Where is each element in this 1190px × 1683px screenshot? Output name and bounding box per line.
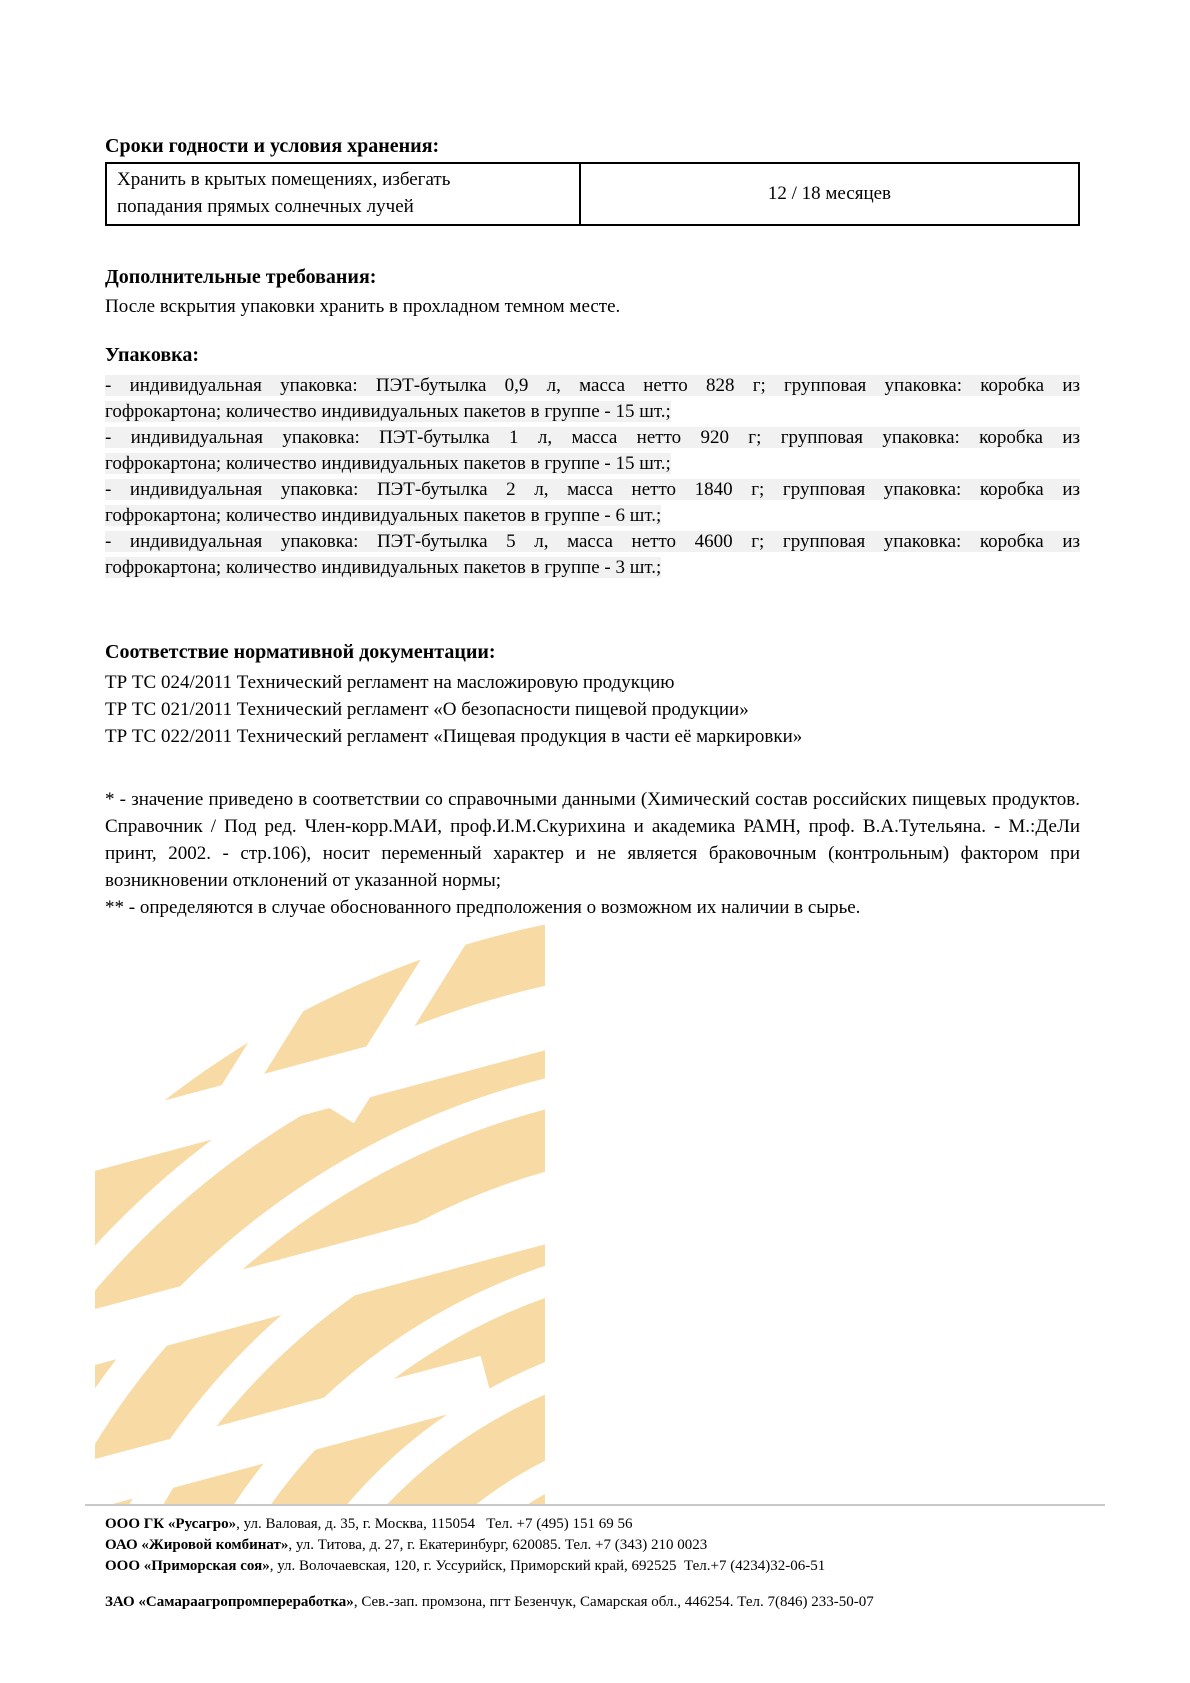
packaging-item-line: - индивидуальная упаковка: ПЭТ-бутылка 5 л, масса нетто 4600 г; групповая упаковка: коробка из	[105, 531, 1080, 552]
packaging-item	[105, 373, 1080, 425]
packaging-item	[105, 477, 1080, 529]
footer-separator	[85, 1504, 1105, 1506]
company-name: ООО ГК «Русагро»	[105, 1516, 237, 1532]
packaging-item-line: - индивидуальная упаковка: ПЭТ-бутылка 0,9 л, масса нетто 828 г; групповая упаковка: коробка из	[105, 375, 1080, 396]
logo-graphic	[95, 925, 545, 1505]
company-name: ЗАО «Самараагропромпереработка»	[105, 1594, 354, 1610]
company-details: , ул. Волочаевская, 120, г. Уссурийск, Приморский край, 692525 Тел.+7 (4234)32-06-51	[269, 1558, 826, 1574]
compliance-item: ТР ТС 024/2011 Технический регламент на масложировую продукцию	[105, 672, 675, 693]
packaging-item-line: - индивидуальная упаковка: ПЭТ-бутылка 1 л, масса нетто 920 г; групповая упаковка: коробка из	[105, 427, 1080, 448]
packaging-item-line: гофрокартона; количество индивидуальных пакетов в группе - 6 шт.;	[105, 505, 662, 526]
packaging-item-line: - индивидуальная упаковка: ПЭТ-бутылка 2 л, масса нетто 1840 г; групповая упаковка: коробка из	[105, 479, 1080, 500]
shelf-life-table	[105, 162, 1080, 226]
packaging-item-line: гофрокартона; количество индивидуальных пакетов в группе - 15 шт.;	[105, 401, 671, 422]
footnote-star: * - значение приведено в соответствии со справочными данными (Химический состав российских пищевых продуктов. Справочник / Под ред. Член-корр.МАИ, проф.И.М.Скурихина и академика РАМН, проф. В.А.Тутельяна. - М.:ДеЛи принт, 2002. - стр.106), носит переменный характер и не является браковочным (контрольным) фактором при возникновении отклонений от указанной нормы;	[105, 789, 1080, 891]
compliance-heading: Соответствие нормативной документации:	[105, 641, 496, 663]
storage-conditions-line2: попадания прямых солнечных лучей	[117, 196, 414, 217]
company-details: , ул. Титова, д. 27, г. Екатеринбург, 620085. Тел. +7 (343) 210 0023	[288, 1537, 708, 1553]
additional-requirements-heading: Дополнительные требования:	[105, 266, 377, 288]
storage-conditions-line1: Хранить в крытых помещениях, избегать	[117, 169, 451, 190]
shelf-life-duration-cell: 12 / 18 месяцев	[580, 163, 1079, 225]
compliance-item: ТР ТС 022/2011 Технический регламент «Пищевая продукция в части её маркировки»	[105, 726, 803, 747]
company-line	[105, 1514, 1105, 1535]
rusagro-stripes-logo	[95, 925, 545, 1505]
company-name: ОАО «Жировой комбинат»	[105, 1537, 289, 1553]
packaging-item	[105, 529, 1080, 581]
packaging-item-line: гофрокартона; количество индивидуальных пакетов в группе - 3 шт.;	[105, 557, 662, 578]
compliance-item: ТР ТС 021/2011 Технический регламент «О безопасности пищевой продукции»	[105, 699, 749, 720]
packaging-item	[105, 425, 1080, 477]
company-details: , ул. Валовая, д. 35, г. Москва, 115054 Тел. +7 (495) 151 69 56	[236, 1516, 633, 1532]
document-footer	[105, 1514, 1105, 1613]
company-name: ООО «Приморская соя»	[105, 1558, 270, 1574]
company-line	[105, 1556, 1105, 1577]
storage-conditions-cell	[106, 163, 580, 225]
packaging-item-line: гофрокартона; количество индивидуальных пакетов в группе - 15 шт.;	[105, 453, 671, 474]
additional-requirements-text: После вскрытия упаковки хранить в прохладном темном месте.	[105, 296, 621, 317]
company-line	[105, 1535, 1105, 1556]
shelf-life-heading: Сроки годности и условия хранения:	[105, 135, 440, 157]
table-row	[106, 163, 1079, 225]
company-line	[105, 1592, 1105, 1613]
company-details: , Сев.-зап. промзона, пгт Безенчук, Самарская обл., 446254. Тел. 7(846) 233-50-07	[353, 1594, 874, 1610]
footnote-double-star: ** - определяются в случае обоснованного предположения о возможном их наличии в сырье.	[105, 897, 861, 918]
packaging-heading: Упаковка:	[105, 344, 200, 366]
